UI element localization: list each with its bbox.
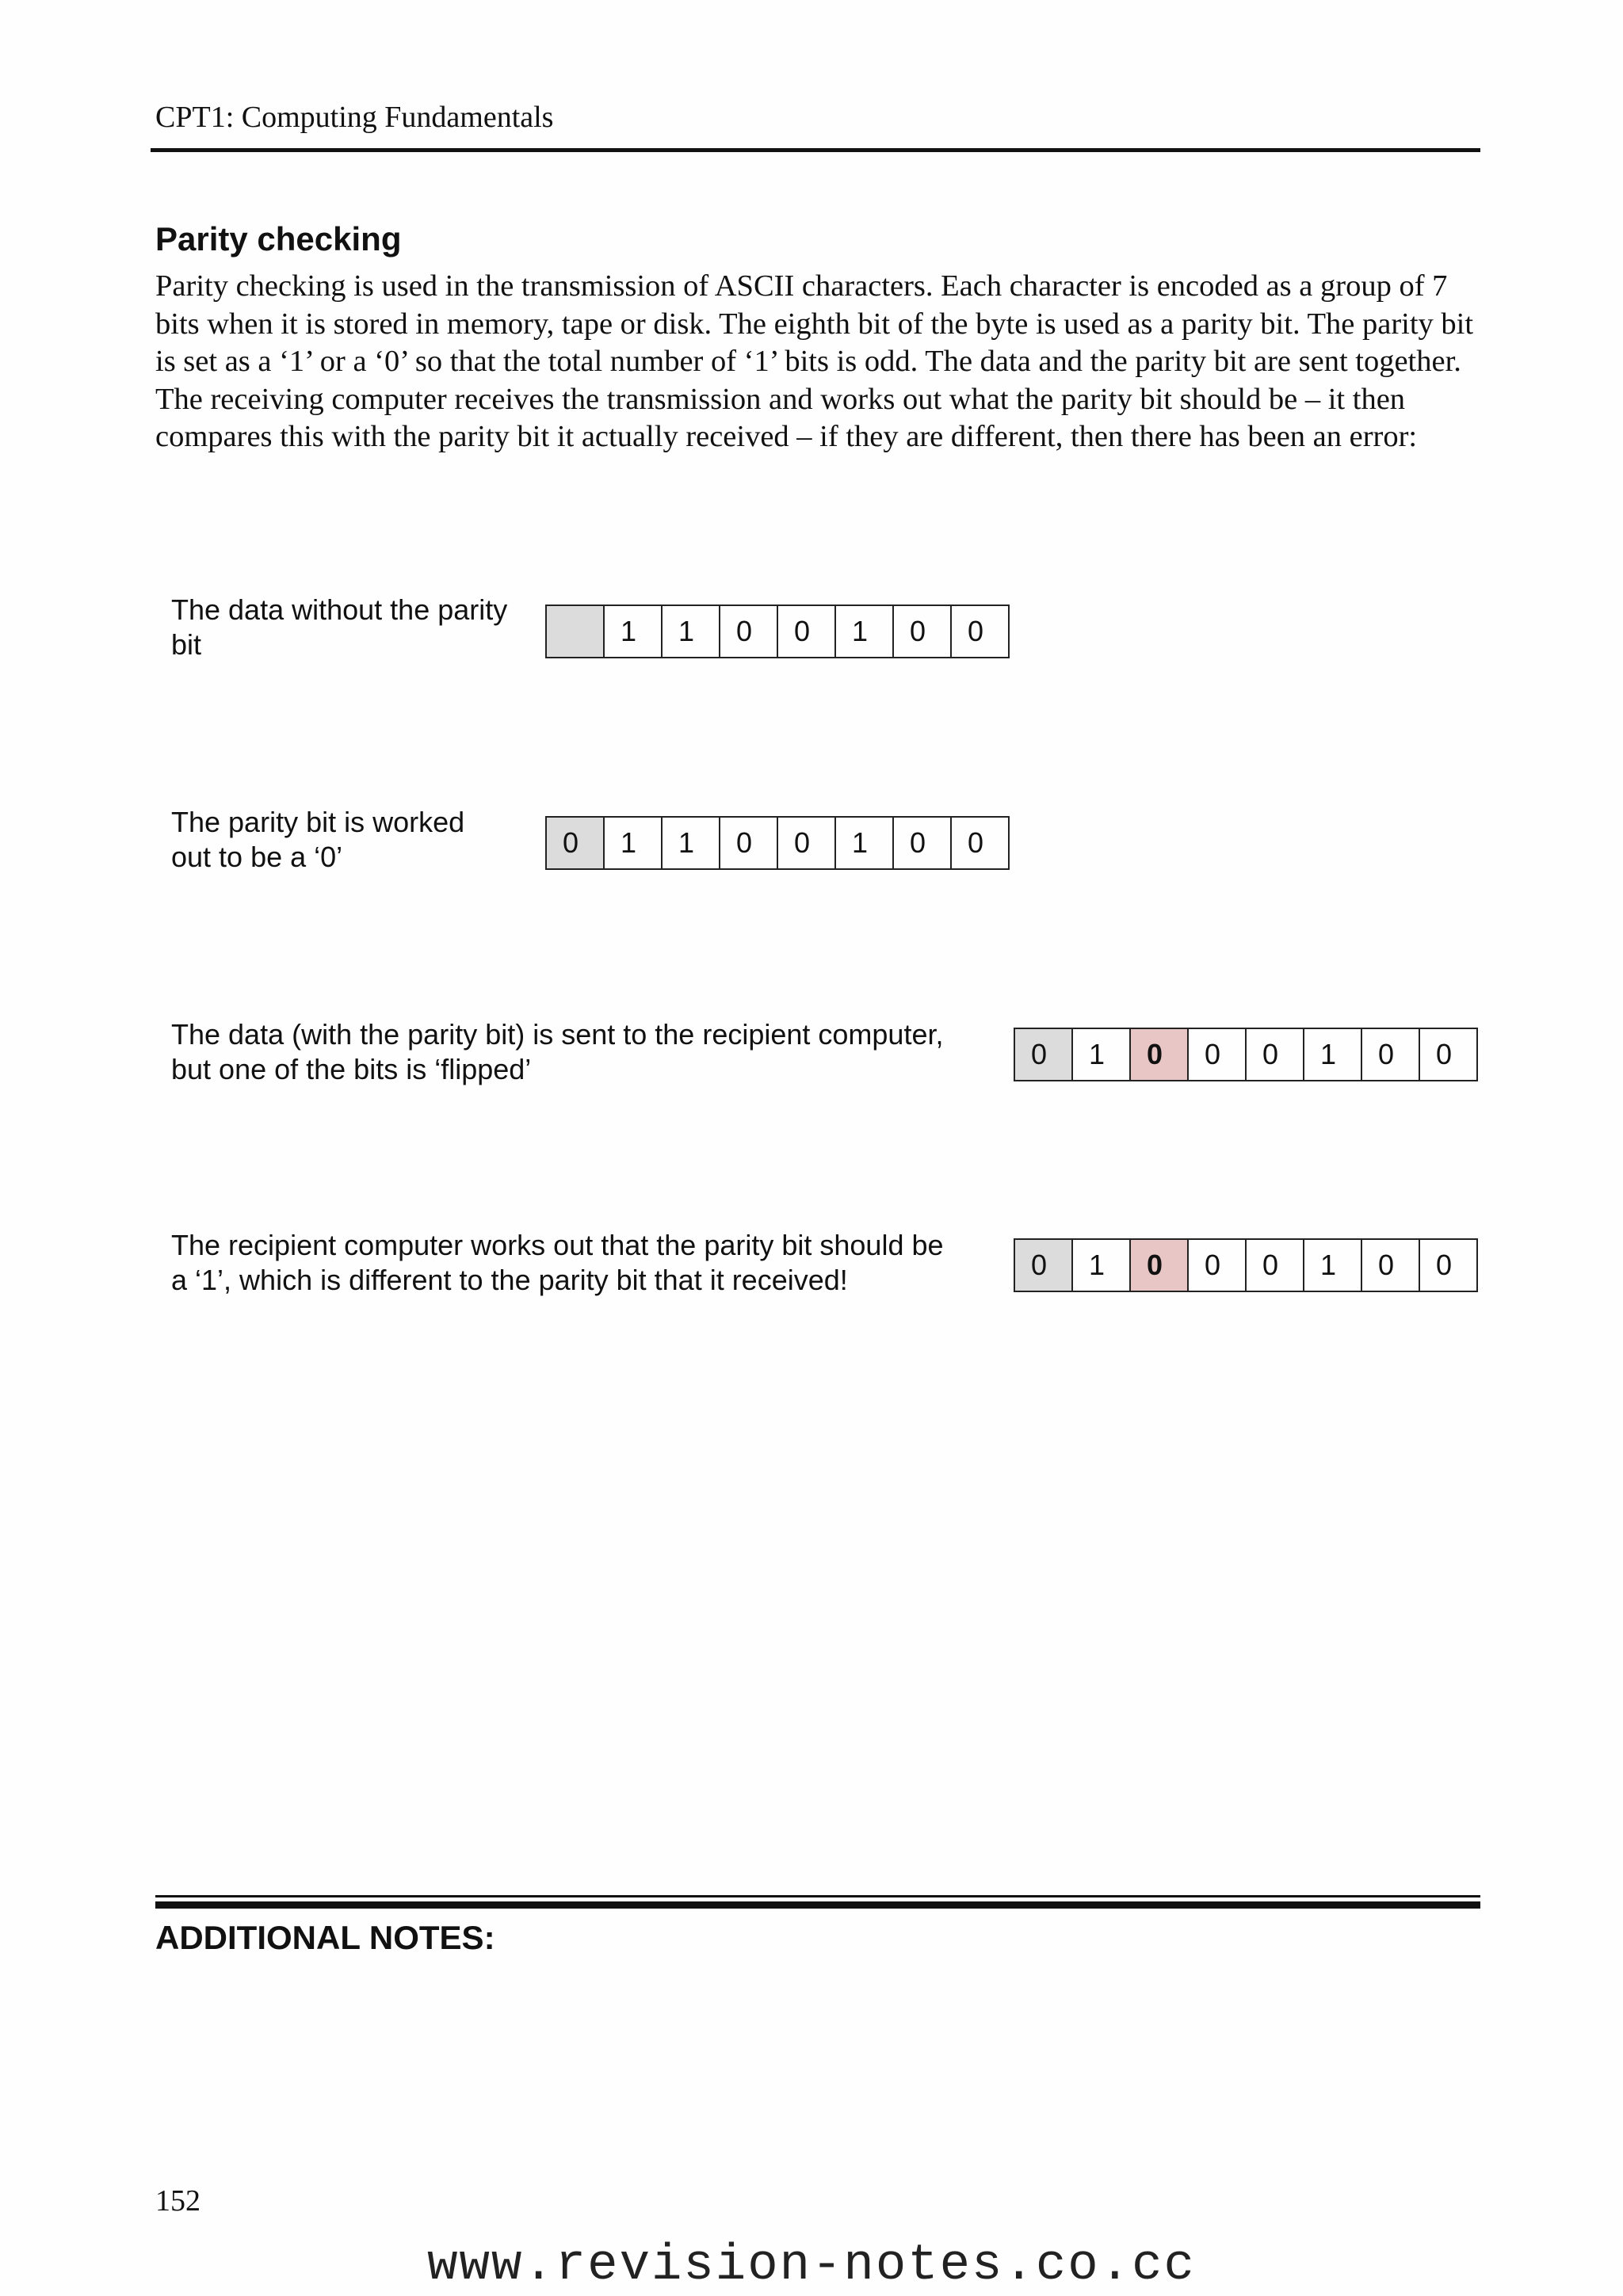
bit-cell-flipped: 0 [1131, 1029, 1189, 1080]
bit-cell: 0 [720, 818, 778, 868]
step-4-label [171, 1228, 944, 1298]
bit-cell: 0 [952, 818, 1010, 868]
bit-cell: 0 [1247, 1240, 1304, 1291]
step-2-label-line2: out to be a ‘0’ [171, 841, 343, 873]
page-number: 152 [155, 2184, 200, 2218]
section-heading: Parity checking [155, 220, 402, 257]
bit-cell: 0 [1362, 1029, 1420, 1080]
step-3-label-line1: The data (with the parity bit) is sent to the recipient computer, [171, 1018, 944, 1051]
bit-cell: 1 [663, 818, 720, 868]
step-3-bit-row [1014, 1028, 1478, 1081]
bit-cell: 0 [778, 818, 836, 868]
step-2-label-line1: The parity bit is worked [171, 806, 465, 838]
bit-cell: 1 [836, 818, 894, 868]
bit-cell-parity [547, 606, 605, 657]
bit-cell: 0 [720, 606, 778, 657]
step-2-bit-row [545, 816, 1010, 870]
bit-cell: 0 [1420, 1240, 1478, 1291]
bit-cell: 1 [605, 606, 663, 657]
bit-cell: 0 [1247, 1029, 1304, 1080]
bit-cell-parity: 0 [1015, 1029, 1073, 1080]
step-1-label [171, 593, 507, 662]
bit-cell-parity: 0 [547, 818, 605, 868]
bit-cell: 0 [894, 606, 952, 657]
step-4-bit-row [1014, 1238, 1478, 1292]
step-3-label-line2: but one of the bits is ‘flipped’ [171, 1053, 532, 1085]
bit-cell: 0 [952, 606, 1010, 657]
bit-cell: 0 [1189, 1029, 1247, 1080]
body-paragraph: Parity checking is used in the transmission of ASCII characters. Each character is encoded as a group of 7 bits when it is stored in memory, tape or disk. The eighth bit of the byte is used as a parity bit. The parity bit is set as a ‘1’ or a ‘0’ so that the total number of ‘1’ bits is odd. The data and the parity bit are sent together. The receiving computer receives the transmission and works out what the parity bit should be – it then compares this with the parity bit it actually received – if they are different, then there has been an error: [155, 269, 1474, 454]
bit-cell: 1 [605, 818, 663, 868]
bit-cell: 0 [1362, 1240, 1420, 1291]
bit-cell: 0 [1189, 1240, 1247, 1291]
bit-cell: 1 [1304, 1240, 1362, 1291]
bit-cell: 0 [1420, 1029, 1478, 1080]
step-1-label-line2: bit [171, 628, 202, 661]
notes-rule-thick [155, 1901, 1480, 1909]
bit-cell: 1 [1073, 1240, 1131, 1291]
bit-cell: 1 [663, 606, 720, 657]
step-3-label [171, 1017, 943, 1087]
step-4-label-line1: The recipient computer works out that the parity bit should be [171, 1229, 944, 1261]
bit-cell-flipped: 0 [1131, 1240, 1189, 1291]
watermark: www.revision-notes.co.cc [427, 2237, 1196, 2294]
step-4-label-line2: a ‘1’, which is different to the parity bit that it received! [171, 1264, 848, 1296]
bit-cell: 1 [1073, 1029, 1131, 1080]
step-1-label-line1: The data without the parity [171, 593, 508, 626]
step-2-label [171, 805, 464, 875]
running-header: CPT1: Computing Fundamentals [155, 101, 554, 134]
bit-cell: 0 [778, 606, 836, 657]
bit-cell: 0 [894, 818, 952, 868]
bit-cell: 1 [1304, 1029, 1362, 1080]
bit-cell-parity: 0 [1015, 1240, 1073, 1291]
bit-cell: 1 [836, 606, 894, 657]
notes-rule-thin [155, 1895, 1480, 1897]
header-rule [151, 148, 1480, 152]
notes-heading: ADDITIONAL NOTES: [155, 1919, 495, 1956]
step-1-bit-row [545, 605, 1010, 658]
